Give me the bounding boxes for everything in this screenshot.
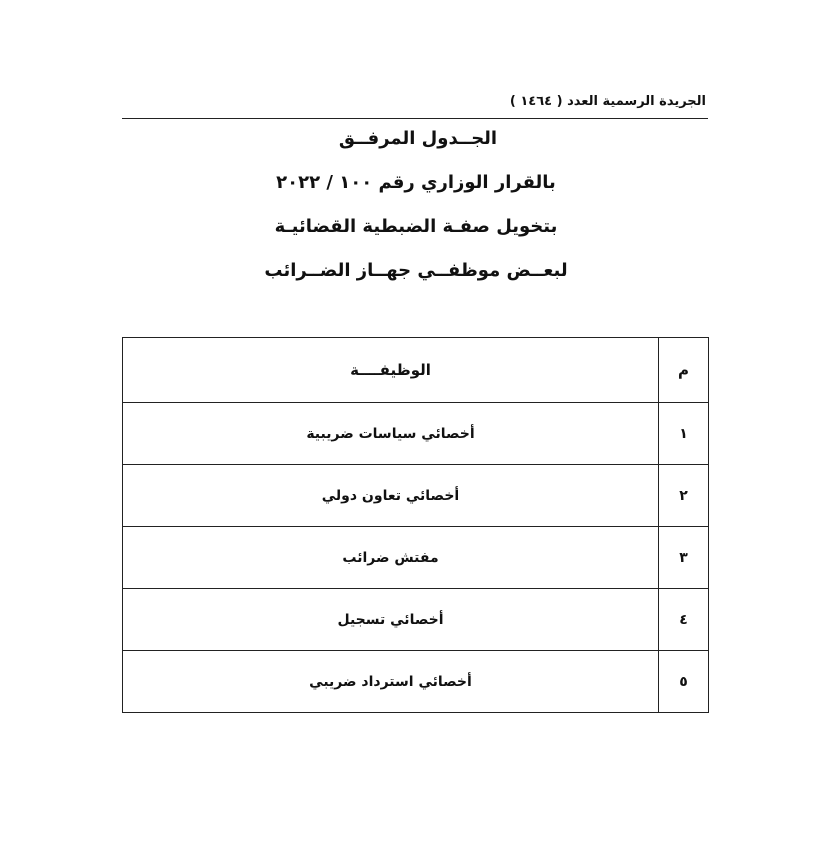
row-number: ٤	[659, 589, 709, 651]
title-line-1: الجــدول المرفــق	[338, 128, 498, 149]
table-header-row	[123, 338, 709, 403]
table-row	[123, 589, 709, 651]
row-number: ١	[659, 403, 709, 465]
header-job: الوظيفــــة	[123, 338, 659, 403]
title-line-3: بتخويل صفـة الضبطية القضائيـة	[274, 216, 558, 237]
table-row	[123, 651, 709, 713]
row-job: أخصائي تسجيل	[123, 589, 659, 651]
row-job: أخصائي سياسات ضريبية	[123, 403, 659, 465]
table-row	[123, 465, 709, 527]
row-job: مفتش ضرائب	[123, 527, 659, 589]
row-job: أخصائي تعاون دولي	[123, 465, 659, 527]
row-job: أخصائي استرداد ضريبي	[123, 651, 659, 713]
row-number: ٢	[659, 465, 709, 527]
title-line-4: لبعــض موظفــي جهــاز الضــرائب	[264, 260, 568, 281]
title-line-2: بالقرار الوزاري رقم ١٠٠ / ٢٠٢٢	[276, 172, 556, 193]
page-header	[122, 94, 708, 119]
table-row	[123, 527, 709, 589]
row-number: ٣	[659, 527, 709, 589]
header-number: م	[659, 338, 709, 403]
gazette-issue-line: الجريدة الرسمية العدد ( ١٤٦٤ )	[509, 94, 706, 109]
row-number: ٥	[659, 651, 709, 713]
table-row	[123, 403, 709, 465]
jobs-table	[122, 337, 709, 713]
document-title-block	[0, 128, 832, 304]
